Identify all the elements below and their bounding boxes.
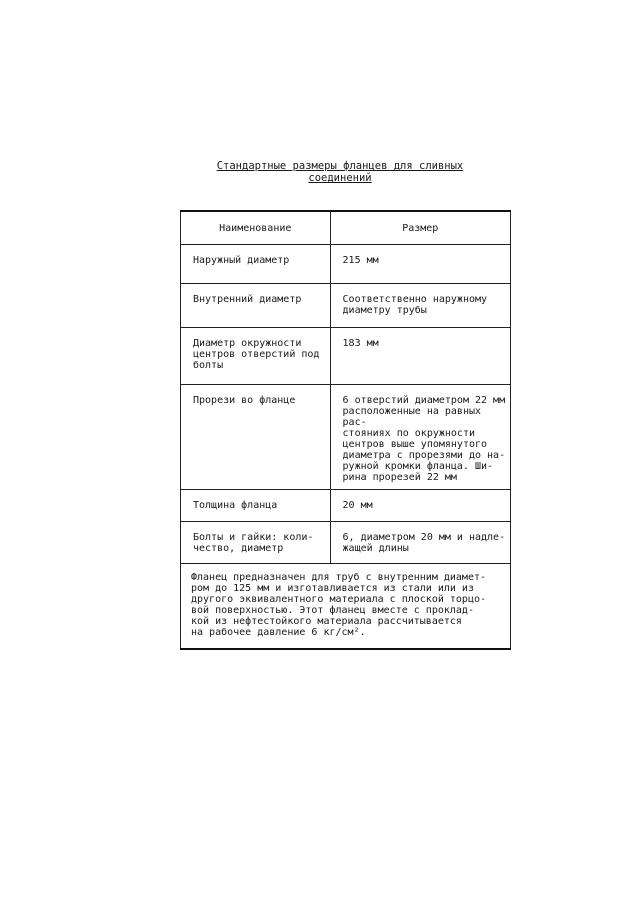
row-value: 6 отверстий диаметром 22 мм расположенные на равных рас- стояниях по окружности центров выше упомянутого диаметра с прорезями до на- ружной кромки фланца. Ши- рина прорезей 22 мм (342, 395, 506, 483)
flange-dimensions-table-wrapper (180, 210, 511, 650)
table-row (181, 522, 511, 564)
table-row (181, 385, 511, 490)
table-row (181, 284, 511, 328)
row-name: Болты и гайки: коли- чество, диаметр (193, 532, 314, 554)
row-value: 215 мм (342, 255, 379, 266)
title-line-1: Стандартные размеры фланцев для сливных (216, 160, 464, 172)
row-name: Внутренний диаметр (193, 294, 302, 305)
table-row (181, 490, 511, 522)
table-row (181, 245, 511, 284)
row-value: 6, диаметром 20 мм и надле- жащей длины (342, 532, 506, 554)
row-value: 20 мм (342, 500, 373, 511)
flange-dimensions-table (180, 210, 511, 650)
table-note-row (181, 564, 511, 650)
title-line-2: соединений (308, 172, 372, 184)
table-note: Фланец предназначен для труб с внутренним диамет- ром до 125 мм и изготавливается из стали или из другого эквивалентного материала с плоской торцо- вой поверхностью. Этот фланец вместе с проклад- кой из нефтестойкого материала рассчитывается на рабочее давление 6 кг/см². (191, 572, 487, 638)
row-name: Прорези во фланце (193, 395, 296, 406)
document-title (200, 160, 480, 184)
row-value: Соответственно наружному диаметру трубы (342, 294, 488, 316)
header-name: Наименование (181, 211, 331, 245)
row-name: Толщина фланца (193, 500, 278, 511)
row-name: Наружный диаметр (193, 255, 290, 266)
table-header-row (181, 211, 511, 245)
row-value: 183 мм (342, 338, 379, 349)
row-name: Диаметр окружности центров отверстий под болты (193, 338, 320, 371)
table-row (181, 328, 511, 385)
header-size: Размер (330, 211, 510, 245)
